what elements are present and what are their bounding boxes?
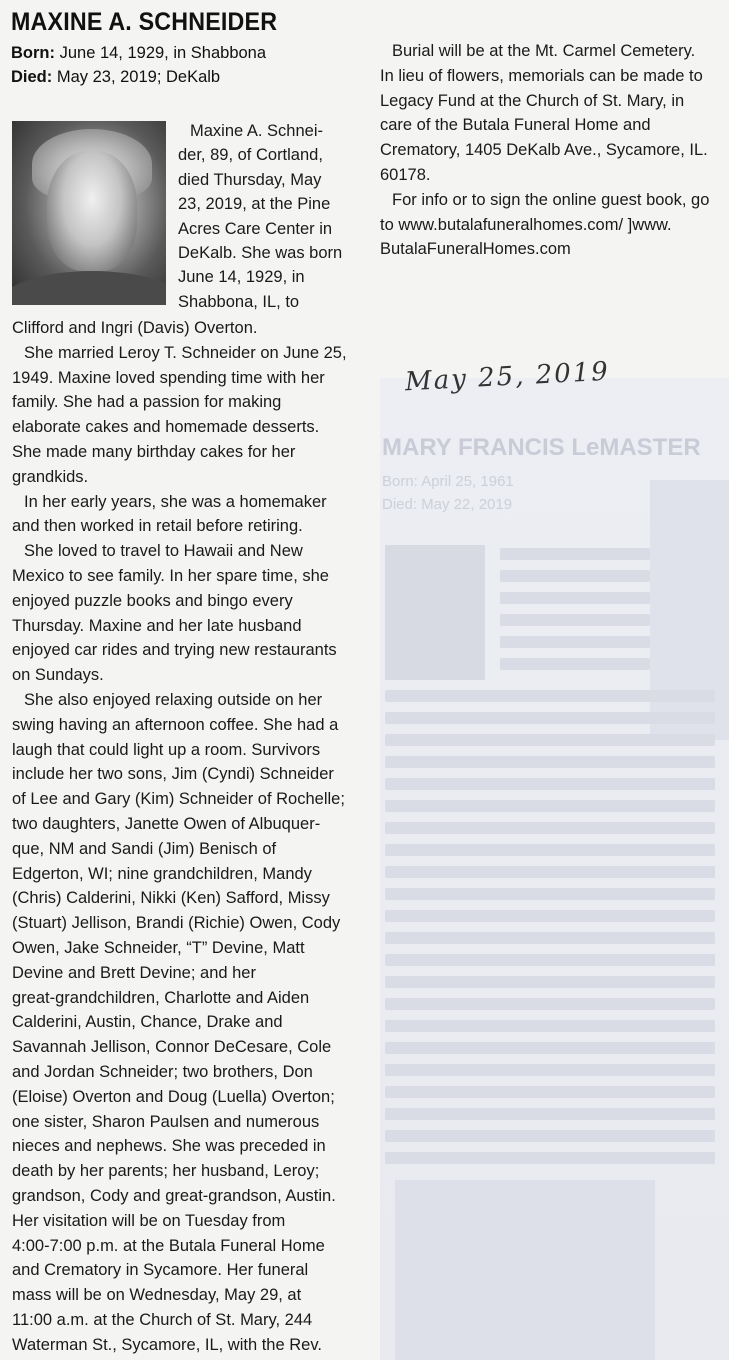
obituary-line: June 14, 1929, in: [178, 268, 305, 287]
faded-text-line: [385, 778, 715, 790]
obituary-line: and Crematory in Sycamore. Her funeral: [12, 1261, 309, 1280]
faded-born: Born: April 25, 1961: [382, 473, 514, 490]
obituary-line: 4:00-7:00 p.m. at the Butala Funeral Home: [12, 1236, 325, 1255]
obituary-line: and then worked in retail before retiring.: [12, 517, 303, 536]
continuation-line: care of the Butala Funeral Home and: [380, 116, 651, 135]
faded-bottom-block: [395, 1180, 655, 1360]
continuation-line: In lieu of flowers, memorials can be made to: [380, 66, 703, 85]
faded-text-line: [385, 800, 715, 812]
portrait-photo: [12, 121, 166, 305]
faded-text-line: [385, 1064, 715, 1076]
obituary-line: include her two sons, Jim (Cyndi) Schneider: [12, 765, 334, 784]
obituary-line: one sister, Sharon Paulsen and numerous: [12, 1112, 320, 1131]
photo-face: [47, 151, 137, 271]
obituary-line: elaborate cakes and homemade desserts.: [12, 418, 320, 437]
continuation-line: to www.butalafuneralhomes.com/ ]www.: [380, 215, 672, 234]
obituary-line: enjoyed puzzle books and bingo every: [12, 591, 293, 610]
continuation-line: For info or to sign the online guest book, go: [392, 190, 710, 209]
faded-text-line: [385, 1020, 715, 1032]
continuation-line: Legacy Fund at the Church of St. Mary, in: [380, 91, 685, 110]
handwritten-date: May 25, 2019: [404, 356, 611, 398]
faded-title: MARY FRANCIS LeMASTER: [382, 434, 701, 461]
faded-died: Died: May 22, 2019: [382, 496, 513, 513]
obituary-line: Clifford and Ingri (Davis) Overton.: [12, 319, 258, 337]
obituary-line: She also enjoyed relaxing outside on her: [24, 691, 323, 709]
obituary-line: and Jordan Schneider; two brothers, Don: [12, 1063, 313, 1081]
faded-text-line: [385, 1042, 715, 1054]
obituary-line: of Lee and Gary (Kim) Schneider of Rochelle;: [12, 790, 345, 809]
obituary-line: grandson, Cody and great-grandson, Austin.: [12, 1187, 336, 1205]
obituary-line: She made many birthday cakes for her: [12, 443, 296, 461]
born-label: Born:: [11, 44, 55, 62]
faded-photo: [385, 545, 485, 680]
obituary-line: (Stuart) Jellison, Brandi (Richie) Owen, Cody: [12, 914, 341, 933]
faded-text-line: [385, 734, 715, 746]
faded-text-line: [385, 866, 715, 878]
born-line: [11, 44, 266, 63]
obituary-line: der, 89, of Cortland,: [178, 146, 323, 165]
faded-text-line: [500, 570, 650, 582]
obituary-line: 1949. Maxine loved spending time with her: [12, 368, 325, 387]
faded-text-line: [385, 756, 715, 768]
died-value: May 23, 2019; DeKalb: [56, 68, 221, 86]
obituary-line: nieces and nephews. She was preceded in: [12, 1137, 326, 1156]
faded-text-line: [385, 1086, 715, 1098]
obituary-line: two daughters, Janette Owen of Albuquer-: [12, 815, 321, 833]
obituary-line: swing having an afternoon coffee. She had a: [12, 715, 339, 734]
obituary-line: Maxine A. Schnei-: [190, 122, 323, 140]
obituary-line: Calderini, Austin, Chance, Drake and: [12, 1013, 283, 1032]
continuation-line: ButalaFuneralHomes.com: [380, 240, 571, 259]
faded-text-line: [385, 1108, 715, 1120]
faded-text-line: [500, 658, 650, 670]
obituary-line: Thursday. Maxine and her late husband: [12, 616, 302, 635]
obituary-line: on Sundays.: [12, 666, 104, 685]
obituary-line: death by her parents; her husband, Leroy;: [12, 1162, 320, 1181]
obituary-line: grandkids.: [12, 467, 89, 486]
faded-text-line: [500, 548, 650, 560]
faded-text-line: [500, 614, 650, 626]
obituary-line: 23, 2019, at the Pine: [178, 195, 331, 214]
obituary-line: 11:00 a.m. at the Church of St. Mary, 244: [12, 1311, 313, 1329]
obituary-line: Devine and Brett Devine; and her: [12, 963, 256, 982]
obituary-line: Edgerton, WI; nine grandchildren, Mandy: [12, 864, 312, 883]
faded-text-line: [385, 888, 715, 900]
faded-text-line: [385, 910, 715, 922]
obituary-line: Her visitation will be on Tuesday from: [12, 1211, 286, 1230]
obituary-line: great-grandchildren, Charlotte and Aiden: [12, 988, 310, 1007]
obituary-line: mass will be on Wednesday, May 29, at: [12, 1286, 302, 1305]
obituary-line: In her early years, she was a homemaker: [24, 492, 327, 511]
faded-text-line: [385, 998, 715, 1010]
obituary-line: Waterman St., Sycamore, IL, with the Rev.: [12, 1335, 322, 1354]
faded-text-line: [500, 636, 650, 648]
faded-text-line: [500, 592, 650, 604]
obituary-line: Owen, Jake Schneider, “T” Devine, Matt: [12, 939, 305, 957]
obituary-line: She loved to travel to Hawaii and New: [24, 542, 303, 561]
obituary-line: family. She had a passion for making: [12, 393, 282, 412]
died-label: Died:: [11, 68, 53, 86]
continuation-line: Crematory, 1405 DeKalb Ave., Sycamore, IL.: [380, 141, 708, 160]
faded-text-line: [385, 822, 715, 834]
obituary-line: laugh that could light up a room. Survivors: [12, 740, 321, 759]
born-value: June 14, 1929, in Shabbona: [59, 44, 267, 62]
faded-text-line: [385, 932, 715, 944]
died-line: [11, 68, 220, 87]
obituary-line: died Thursday, May: [178, 170, 322, 189]
obituary-line: (Chris) Calderini, Nikki (Ken) Safford, Missy: [12, 889, 330, 908]
obituary-line: She married Leroy T. Schneider on June 25,: [24, 343, 347, 362]
continuation-line: 60178.: [380, 166, 431, 184]
faded-text-line: [385, 844, 715, 856]
obituary-line: (Eloise) Overton and Doug (Luella) Overton;: [12, 1087, 335, 1106]
faded-text-line: [385, 976, 715, 988]
obituary-line: Acres Care Center in: [178, 219, 333, 238]
obituary-line: DeKalb. She was born: [178, 244, 343, 262]
obituary-line: Savannah Jellison, Connor DeCesare, Cole: [12, 1038, 332, 1057]
obituary-line: Shabbona, IL, to: [178, 292, 300, 311]
obituary-line: Mexico to see family. In her spare time, she: [12, 567, 329, 585]
obituary-name: MAXINE A. SCHNEIDER: [11, 8, 278, 36]
faded-text-line: [385, 1152, 715, 1164]
faded-text-line: [385, 1130, 715, 1142]
obituary-line: enjoyed car rides and trying new restaurants: [12, 641, 337, 660]
obituary-line: que, NM and Sandi (Jim) Benisch of: [12, 839, 277, 858]
faded-text-line: [385, 712, 715, 724]
continuation-line: Burial will be at the Mt. Carmel Cemetery.: [392, 42, 696, 60]
faded-text-line: [385, 690, 715, 702]
faded-text-line: [385, 954, 715, 966]
photo-shoulder: [12, 271, 166, 305]
